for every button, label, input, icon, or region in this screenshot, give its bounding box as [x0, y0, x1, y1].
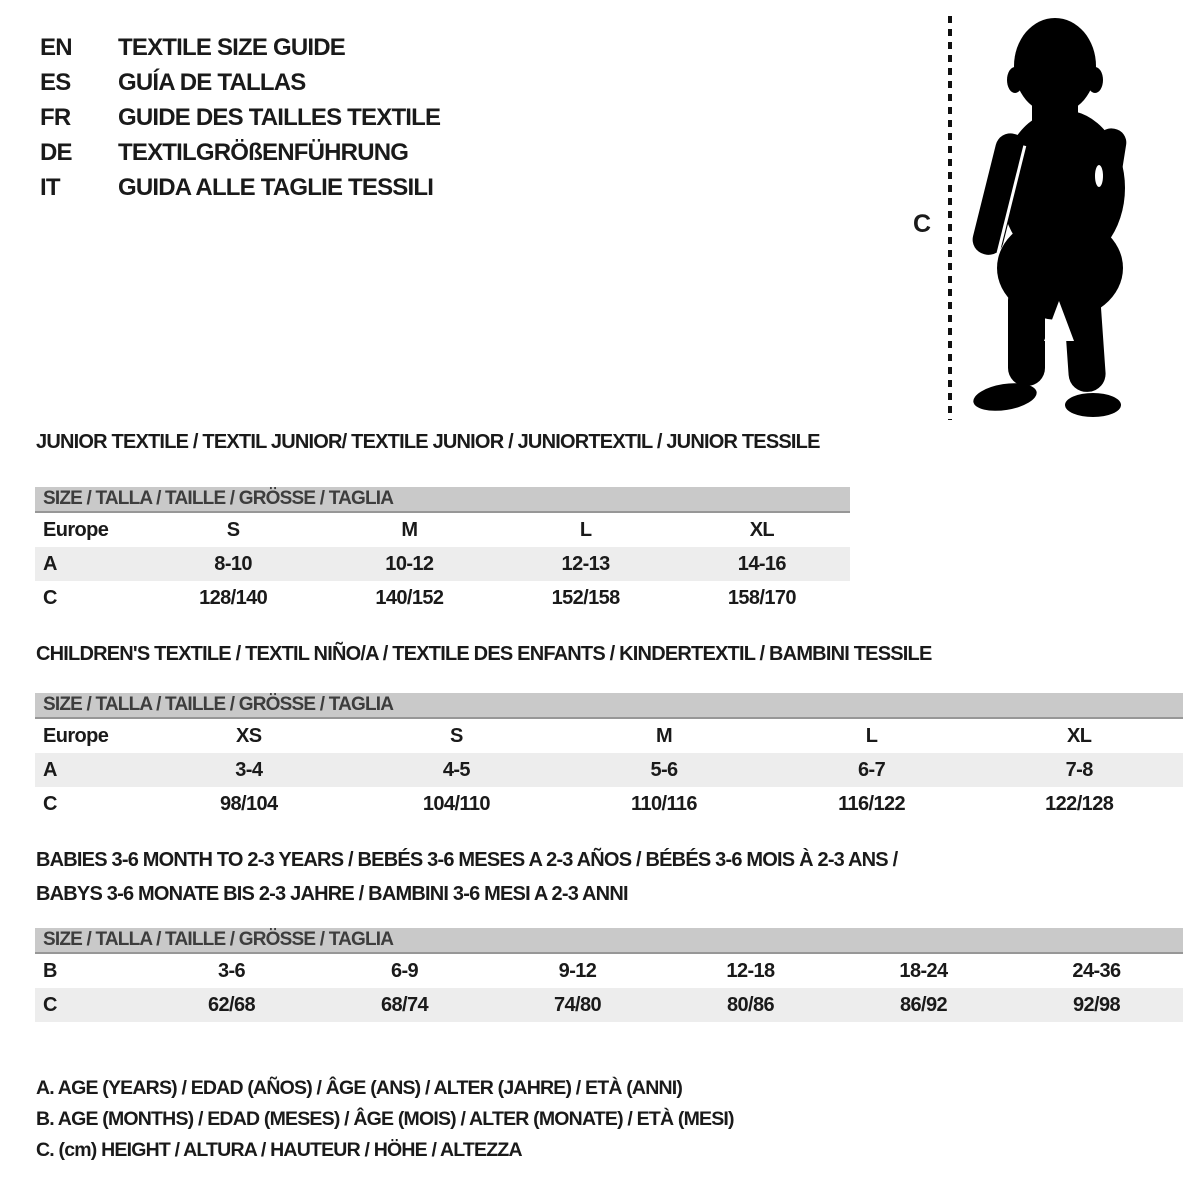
babies-section-heading-line1: BABIES 3-6 MONTH TO 2-3 YEARS / BEBÉS 3-6 MESES A 2-3 AÑOS / BÉBÉS 3-6 MOIS À 2-3 ANS / — [36, 849, 898, 871]
row-label: B — [43, 959, 57, 982]
table-cell: 8-10 — [214, 552, 252, 575]
table-cell: 6-9 — [390, 959, 419, 982]
lang-title: GUIDE DES TAILLES TEXTILE — [118, 103, 441, 131]
table-row — [35, 954, 1183, 988]
table-cell: 3-4 — [235, 758, 263, 781]
table-row — [35, 547, 850, 581]
row-label: A — [43, 758, 57, 781]
row-label: A — [43, 552, 57, 575]
table-cell: 140/152 — [375, 586, 444, 609]
junior-size-table — [35, 487, 850, 615]
lang-title: TEXTILGRÖßENFÜHRUNG — [118, 138, 409, 166]
table-cell: 110/116 — [631, 792, 697, 815]
table-cell: 116/122 — [838, 792, 906, 815]
junior-section-heading: JUNIOR TEXTILE / TEXTIL JUNIOR/ TEXTILE JUNIOR / JUNIORTEXTIL / JUNIOR TESSILE — [36, 431, 820, 453]
row-label: Europe — [43, 724, 109, 747]
lang-title: GUIDA ALLE TAGLIE TESSILI — [118, 173, 434, 201]
toddler-silhouette — [966, 16, 1138, 420]
table-cell: 3-6 — [217, 959, 246, 982]
table-cell: 122/128 — [1045, 792, 1114, 815]
table-cell: 4-5 — [442, 758, 470, 781]
lang-row-es — [40, 65, 440, 100]
lang-row-en — [40, 30, 440, 65]
table-row — [35, 753, 1183, 787]
table-cell: 5-6 — [650, 758, 678, 781]
table-row — [35, 581, 850, 615]
table-row — [35, 988, 1183, 1022]
table-cell: 10-12 — [385, 552, 434, 575]
table-cell: XL — [749, 518, 775, 541]
lang-row-fr — [40, 100, 440, 135]
table-cell: 98/104 — [220, 792, 278, 815]
row-label: C — [43, 586, 57, 609]
children-section-heading: CHILDREN'S TEXTILE / TEXTIL NIÑO/A / TEXTILE DES ENFANTS / KINDERTEXTIL / BAMBINI TESSILE — [36, 643, 932, 665]
table-cell: XL — [1067, 724, 1092, 747]
babies-section-heading-line2: BABYS 3-6 MONATE BIS 2-3 JAHRE / BAMBINI 3-6 MESI A 2-3 ANNI — [36, 883, 628, 905]
table-cell: 158/170 — [727, 586, 796, 609]
row-label: Europe — [43, 518, 109, 541]
lang-title: GUÍA DE TALLAS — [118, 68, 306, 96]
legend-line-b: B. AGE (MONTHS) / EDAD (MESES) / ÂGE (MOIS) / ALTER (MONATE) / ETÀ (MESI) — [36, 1108, 734, 1130]
table-cell: L — [865, 724, 878, 747]
legend-line-c: C. (cm) HEIGHT / ALTURA / HAUTEUR / HÖHE / ALTEZZA — [36, 1139, 522, 1161]
measurement-legend — [36, 1073, 734, 1166]
babies-table-header: SIZE / TALLA / TAILLE / GRÖSSE / TAGLIA — [35, 928, 1183, 954]
junior-table-header: SIZE / TALLA / TAILLE / GRÖSSE / TAGLIA — [35, 487, 850, 513]
row-label: C — [43, 993, 57, 1016]
babies-table-body — [35, 954, 1183, 1022]
table-cell: 74/80 — [553, 993, 602, 1016]
table-cell: 80/86 — [726, 993, 775, 1016]
legend-line-a: A. AGE (YEARS) / EDAD (AÑOS) / ÂGE (ANS) / ALTER (JAHRE) / ETÀ (ANNI) — [36, 1077, 683, 1099]
table-cell: 12-13 — [561, 552, 610, 575]
table-cell: 6-7 — [858, 758, 886, 781]
table-cell: 9-12 — [558, 959, 597, 982]
children-size-table — [35, 693, 1183, 821]
row-label: C — [43, 792, 57, 815]
table-cell: 14-16 — [737, 552, 786, 575]
lang-code: EN — [40, 33, 72, 61]
table-cell: M — [401, 518, 418, 541]
table-cell: 24-36 — [1072, 959, 1121, 982]
height-measure-label: C — [913, 210, 932, 238]
table-cell: 152/158 — [551, 586, 620, 609]
table-cell: M — [655, 724, 673, 747]
table-row — [35, 787, 1183, 821]
junior-table-body — [35, 513, 850, 615]
table-cell: 86/92 — [899, 993, 948, 1016]
table-cell: 7-8 — [1065, 758, 1093, 781]
lang-code: FR — [40, 103, 71, 131]
table-cell: 92/98 — [1072, 993, 1121, 1016]
table-cell: 62/68 — [207, 993, 256, 1016]
babies-size-table — [35, 928, 1183, 1022]
table-cell: 128/140 — [199, 586, 268, 609]
lang-title: TEXTILE SIZE GUIDE — [118, 33, 345, 61]
table-cell: 18-24 — [899, 959, 948, 982]
table-row — [35, 513, 850, 547]
children-table-body — [35, 719, 1183, 821]
lang-code: DE — [40, 138, 72, 166]
table-cell: S — [450, 724, 463, 747]
table-cell: S — [226, 518, 240, 541]
height-measure-dashed-line — [948, 16, 952, 420]
table-cell: L — [579, 518, 592, 541]
table-cell: XS — [236, 724, 262, 747]
lang-row-de — [40, 135, 440, 170]
lang-code: IT — [40, 173, 60, 201]
language-title-list — [40, 30, 440, 205]
children-table-header: SIZE / TALLA / TAILLE / GRÖSSE / TAGLIA — [35, 693, 1183, 719]
lang-row-it — [40, 170, 440, 205]
table-cell: 68/74 — [380, 993, 429, 1016]
table-row — [35, 719, 1183, 753]
table-cell: 104/110 — [422, 792, 490, 815]
table-cell: 12-18 — [726, 959, 775, 982]
lang-code: ES — [40, 68, 71, 96]
